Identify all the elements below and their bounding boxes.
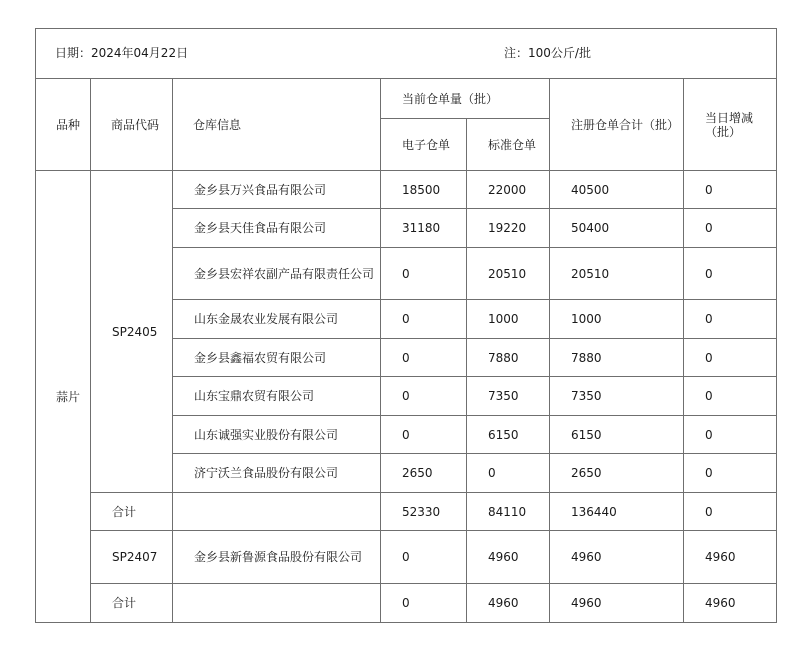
subtotal-row xyxy=(36,493,777,531)
standard-receipts: 19220 xyxy=(467,209,550,248)
col-header-code: 商品代码 xyxy=(91,79,173,171)
warehouse-name: 金乡县万兴食品有限公司 xyxy=(173,171,381,209)
registered-total: 40500 xyxy=(550,171,684,209)
electronic-receipts: 0 xyxy=(381,248,467,300)
subtotal-electronic: 0 xyxy=(381,584,467,623)
electronic-receipts: 0 xyxy=(381,531,467,584)
registered-total: 2650 xyxy=(550,454,684,493)
daily-change: 4960 xyxy=(684,531,777,584)
subtotal-warehouse-empty xyxy=(173,493,381,531)
product-code-cell: SP2407 xyxy=(91,531,173,584)
unit-note: 注：100公斤/批 xyxy=(504,46,591,60)
subtotal-total: 136440 xyxy=(550,493,684,531)
daily-change: 0 xyxy=(684,209,777,248)
variety-cell: 蒜片 xyxy=(36,171,91,623)
daily-change: 0 xyxy=(684,339,777,377)
subtotal-standard: 4960 xyxy=(467,584,550,623)
warehouse-name: 金乡县天佳食品有限公司 xyxy=(173,209,381,248)
subtotal-electronic: 52330 xyxy=(381,493,467,531)
report-meta-row xyxy=(36,29,777,79)
subtotal-change: 4960 xyxy=(684,584,777,623)
registered-total: 6150 xyxy=(550,416,684,454)
registered-total: 4960 xyxy=(550,531,684,584)
standard-receipts: 7880 xyxy=(467,339,550,377)
electronic-receipts: 18500 xyxy=(381,171,467,209)
standard-receipts: 20510 xyxy=(467,248,550,300)
registered-total: 7880 xyxy=(550,339,684,377)
col-header-electronic: 电子仓单 xyxy=(381,119,467,171)
subtotal-row xyxy=(36,584,777,623)
product-code-cell: SP2405 xyxy=(91,171,173,493)
registered-total: 7350 xyxy=(550,377,684,416)
electronic-receipts: 0 xyxy=(381,377,467,416)
col-header-daily-change: 当日增减（批） xyxy=(684,79,777,171)
col-header-current-receipts: 当前仓单量（批） xyxy=(381,79,550,119)
registered-total: 1000 xyxy=(550,300,684,339)
standard-receipts: 7350 xyxy=(467,377,550,416)
warehouse-name: 金乡县新鲁源食品股份有限公司 xyxy=(173,531,381,584)
subtotal-total: 4960 xyxy=(550,584,684,623)
electronic-receipts: 0 xyxy=(381,416,467,454)
warehouse-name: 金乡县宏祥农副产品有限责任公司 xyxy=(173,248,381,300)
electronic-receipts: 31180 xyxy=(381,209,467,248)
daily-change: 0 xyxy=(684,377,777,416)
warehouse-receipt-table xyxy=(35,28,777,623)
registered-total: 20510 xyxy=(550,248,684,300)
standard-receipts: 4960 xyxy=(467,531,550,584)
warehouse-name: 山东宝鼎农贸有限公司 xyxy=(173,377,381,416)
col-header-standard: 标准仓单 xyxy=(467,119,550,171)
warehouse-name: 济宁沃兰食品股份有限公司 xyxy=(173,454,381,493)
daily-change: 0 xyxy=(684,171,777,209)
subtotal-standard: 84110 xyxy=(467,493,550,531)
standard-receipts: 1000 xyxy=(467,300,550,339)
electronic-receipts: 2650 xyxy=(381,454,467,493)
warehouse-name: 山东诚强实业股份有限公司 xyxy=(173,416,381,454)
subtotal-label: 合计 xyxy=(91,493,173,531)
column-header-row xyxy=(36,79,777,119)
daily-change: 0 xyxy=(684,454,777,493)
subtotal-warehouse-empty xyxy=(173,584,381,623)
col-header-variety: 品种 xyxy=(36,79,91,171)
electronic-receipts: 0 xyxy=(381,339,467,377)
registered-total: 50400 xyxy=(550,209,684,248)
subtotal-change: 0 xyxy=(684,493,777,531)
daily-change: 0 xyxy=(684,248,777,300)
standard-receipts: 0 xyxy=(467,454,550,493)
col-header-registered-total: 注册仓单合计（批） xyxy=(550,79,684,171)
warehouse-name: 金乡县鑫福农贸有限公司 xyxy=(173,339,381,377)
subtotal-label: 合计 xyxy=(91,584,173,623)
table-row xyxy=(36,531,777,584)
daily-change: 0 xyxy=(684,300,777,339)
warehouse-name: 山东金晟农业发展有限公司 xyxy=(173,300,381,339)
standard-receipts: 22000 xyxy=(467,171,550,209)
table-row xyxy=(36,171,777,209)
electronic-receipts: 0 xyxy=(381,300,467,339)
col-header-warehouse: 仓库信息 xyxy=(173,79,381,171)
report-date: 日期：2024年04月22日 xyxy=(55,46,189,60)
daily-change: 0 xyxy=(684,416,777,454)
standard-receipts: 6150 xyxy=(467,416,550,454)
